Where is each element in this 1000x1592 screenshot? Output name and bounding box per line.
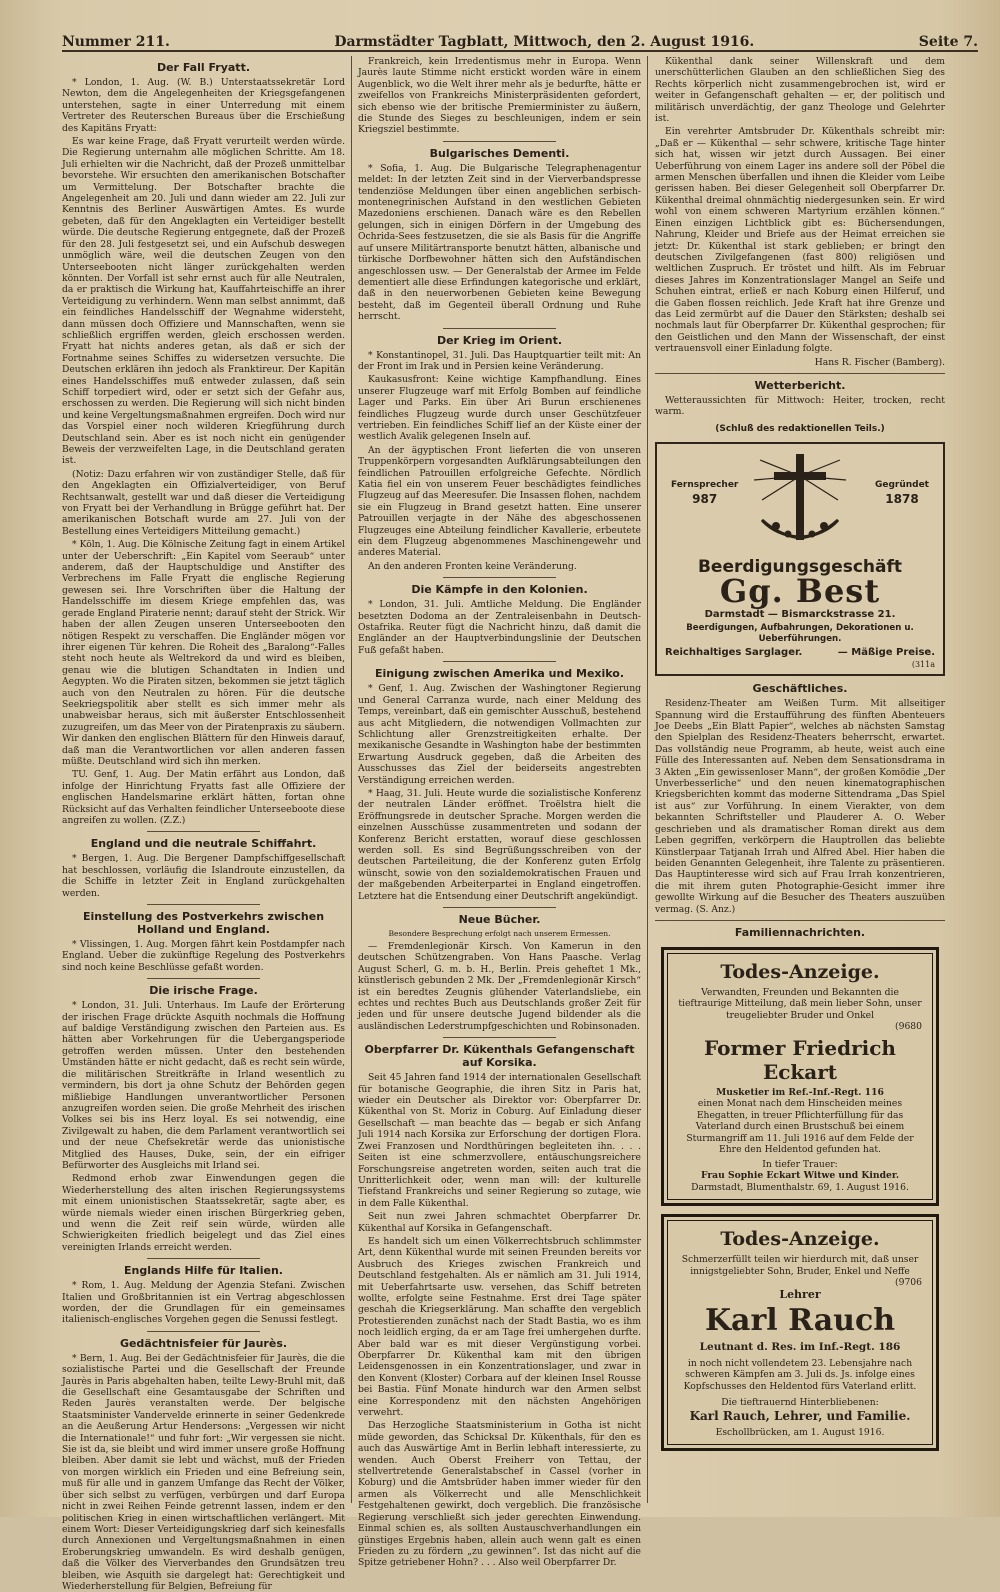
death-notice-code: (9680 bbox=[895, 1021, 922, 1033]
article-paragraph: Es handelt sich um einen Völkerrechtsbruch schlimmster Art, denn Kükenthal wurde mit seinen Freunden bereits vor Ausbruch des Krieges zwischen Frankreich und Deutschland festgehalten. Als er nämlich am 31. Juli 1914, mit Ueberfahrtsarte usw. versehen, das Schiff betreten wollte, erfolgte seine Festnahme. Erst drei Tage später geschah die Kriegserklärung. Man schaffte den vergeblich Protestierenden zunächst nach der Stadt Bastia, wo es ihm noch leidlich erging, da er am Tage frei umhergehen durfte. Aber bald war es mit dieser Vergünstigung vorbei. Oberpfarrer Dr. Kükenthal kam mit den übrigen Leidensgenossen in ein Konzentrationslager, und zwar in den Konvent (Kloster) Corbara auf der kleinen Insel Rousse bei Bastia. Fünf Monate hindurch war den Armen selbst eine Korrespondenz mit den nächsten Angehörigen verwehrt. bbox=[358, 1235, 641, 1419]
divider bbox=[443, 577, 556, 578]
article-heading: Oberpfarrer Dr. Kükenthals Gefangenschaft auf Korsika. bbox=[364, 1043, 635, 1070]
issue-number: Nummer 211. bbox=[62, 34, 170, 50]
article-paragraph: * Bern, 1. Aug. Bei der Gedächtnisfeier für Jaurès, die die sozialistische Partei und die Gesellschaft der Freunde Jaurès in Paris abgehalten haben, teilte Lewy-Bruhl mit, daß die Gesellschaft eine Gesamtausgabe der Schriften und Reden Jaurès veranstalten werde. Der belgische Staatsminister Vandervelde erinnerte in seiner Gedenkrede an die Aeußerung Artur Hendersons: „Vergessen wir nicht die Internationale!“ und fuhr fort: „Wir vergessen sie nicht. Sie ist da, sie bleibt und wird immer unsere große Hoffnung bleiben. Aber damit sie lebt und wächst, muß der Frieden von morgen wirklich ein Frieden und eine Befreiung sein, muß für alle und in ganzem Umfange das Recht der Völker, über sich selbst zu verfügen, verbürgen und darf Europa nicht in zwei Reihen Feinde getrennt lassen, indem er den politischen Krieg in einen wirtschaftlichen verlängert. Mit einem Wort: Dieser Verteidigungskrieg darf sich keinesfalls durch Annexionen und Vergeltungsmaßnahmen in einen Eroberungskrieg umwandeln. Es wird deshalb genügen, daß die Völker des Vierverbandes den Grundsätzen treu bleiben, wie Asquith sie dargelegt hat: Gerechtigkeit und Wiederherstellung für Belgien, Befreiung für bbox=[62, 1352, 345, 1592]
article-heading: Englands Hilfe für Italien. bbox=[124, 1264, 283, 1278]
divider bbox=[443, 1037, 556, 1038]
divider bbox=[443, 661, 556, 662]
article-heading: Neue Bücher. bbox=[458, 913, 541, 926]
mourning-label: In tiefer Trauer: bbox=[762, 1158, 838, 1170]
article-heading: Der Krieg im Orient. bbox=[436, 333, 563, 347]
page-number: Seite 7. bbox=[918, 34, 978, 50]
article-paragraph: * Bergen, 1. Aug. Die Bergener Dampfschiffgesellschaft hat beschlossen, vorläufig die Islandroute einzustellen, da die Schiffe in letzter Zeit in England zurückgehalten werden. bbox=[62, 853, 345, 899]
deceased-rank: Musketier im Ref.-Inf.-Regt. 116 bbox=[716, 1086, 884, 1098]
article-paragraph: Frankreich, kein Irredentismus mehr in Europa. Wenn Jaurès laute Stimme nicht erstickt worden wäre in einem Augenblick, wo die Welt ihrer mehr als je bedurfte, hätte er zweifellos von Frankreichs Ministerpräsidenten gefordert, sich ebenso wie der britische Premierminister zu äußern, die Stunde des Sieges zu beschleunigen, indem er sein Kriegsziel bestimmte. bbox=[358, 56, 641, 136]
divider bbox=[655, 920, 945, 921]
article-paragraph: Kaukasusfront: Keine wichtige Kampfhandlung. Eines unserer Flugzeuge warf mit Erfolg Bomben auf feindliche Lager und Parks. Ein über Ari Burun erschienenes feindliches Flugzeug wurde durch unser Geschützfeuer vertrieben. Ein feindliches Schiff lief an der Küste einer der westlich Avalik gelegenen Inseln auf. bbox=[358, 374, 641, 443]
ad-founded: Gegründet 1878 bbox=[874, 479, 929, 506]
mourners: Frau Sophie Eckart Witwe und Kinder. bbox=[700, 1170, 900, 1182]
death-notice-eckart bbox=[661, 947, 939, 1207]
article-subheading: Besondere Besprechung erfolgt nach unserem Ermessen. bbox=[388, 929, 611, 938]
death-notice-code: (9706 bbox=[895, 1277, 922, 1289]
ad-title: Beerdigungsgeschäft bbox=[697, 556, 903, 577]
divider bbox=[147, 904, 260, 905]
article-heading: Die Kämpfe in den Kolonien. bbox=[411, 583, 588, 597]
death-notice-text: in noch nicht vollendetem 23. Lebensjahre nach schweren Kämpfen am 3. Juli ds. Js. infolge eines Kopfschusses den Heldentod fürs Vaterland erlitt. bbox=[683, 1357, 917, 1392]
article-paragraph: * Haag, 31. Juli. Heute wurde die sozialistische Konferenz der neutralen Länder eröffnet. Troëlstra hielt die Eröffnungsrede in deutscher Sprache. Morgen werden die einzelnen Ausschüsse zusammentreten und sodann der Konferenz Bericht erstatten, worauf diese geschlossen werden soll. Es sind Begrüßungsschreiben von der deutschen Parteileitung, die der Konferenz guten Erfolg wünscht, sowie von den sozialdemokratischen Frauen und der maßgebenden Arbeiterpartei in England eingetroffen. Letztere hat die Entsendung einer Deutschrift angekündigt. bbox=[358, 787, 641, 902]
article-paragraph: * Sofia, 1. Aug. Die Bulgarische Telegraphenagentur meldet: In der letzten Zeit sind in der Vierverbandspresse tendenziöse Meldungen über einen angeblichen serbisch-montenegrinischen Aufstand in den westlichen Gebieten Mazedoniens erschienen. Danach wäre es den Rebellen gelungen, sich in einigen Dörfern in der Umgebung des Ochrida-Sees festzusetzen, die sie als Basis für die Angriffe auf unsere Militärtransporte benutzt hätten, albanische und türkische Dorfbewohner hätten sich den Aufständischen angeschlossen usw. — Der Generalstab der Armee im Felde dementiert alle diese Erfindungen kategorische und erklärt, daß in den neuerworbenen Gebieten keine Bewegung besteht, daß im Gegenteil überall Ordnung und Ruhe herrscht. bbox=[358, 162, 641, 323]
article-paragraph: An der ägyptischen Front lieferten die von unseren Truppenkörpern vorgesandten Aufklärungsabteilungen den feindlichen Patrouillen erfolgreiche Gefechte. Nördlich Katia fiel ein von unserem Feuer beschädigtes feindliches Flugzeug auf das Meeresufer. Die Insassen flohen, nachdem sie ein Flugzeug in Brand gesetzt hatten. Eine unserer Patrouillen verjagte in der Nähe des abgeschossenen Flugzeuges eine Abteilung feindlicher Kavallerie, erbeutete ein dem Flugzeug abgenommenes Maschinengewehr und anderes Material. bbox=[358, 444, 641, 559]
article-paragraph: Seit nun zwei Jahren schmachtet Oberpfarrer Dr. Kükenthal auf Korsika in Gefangenschaft. bbox=[358, 1211, 641, 1234]
ad-address: Darmstadt — Bismarckstrasse 21. bbox=[704, 609, 896, 621]
cross-wreath-icon bbox=[740, 450, 860, 550]
divider bbox=[147, 831, 260, 832]
divider bbox=[147, 1258, 260, 1259]
deceased-name: Karl Rauch bbox=[704, 1303, 896, 1339]
column-rule bbox=[351, 56, 352, 1503]
mourning-label: Die tieftrauernd Hinterbliebenen: bbox=[721, 1397, 879, 1409]
divider bbox=[147, 1331, 260, 1332]
ad-funeral-home bbox=[655, 442, 945, 676]
divider bbox=[147, 978, 260, 979]
mourners: Karl Rauch, Lehrer, und Familie. bbox=[689, 1408, 911, 1423]
article-heading: Geschäftliches. bbox=[752, 682, 848, 696]
deceased-rank: Leutnant d. Res. im Inf.-Regt. 186 bbox=[699, 1341, 901, 1354]
article-paragraph: * Vlissingen, 1. Aug. Morgen fährt kein Postdampfer nach England. Ueber die zukünftige Regelung des Postverkehrs sind noch keine Beschlüsse gefaßt worden. bbox=[62, 939, 345, 973]
article-paragraph: * London, 31. Juli. Unterhaus. Im Laufe der Erörterung der irischen Frage drückte Asquith nochmals die Hoffnung auf baldige Verständigung zwischen den Parteien aus. Es hätten aber Vorkehrungen für die Uebergangsperiode getroffen werden müssen. Unter den bestehenden Umständen hätte er nicht gedacht, daß es recht sein würde, die militärischen Streitkräfte in Irland wesentlich zu vermindern, bis dort ja ohne Schutz der Behörden gegen mißliebige Handlungen unverantwortlicher Personen anzugreifen worden seien. Die große Mehrheit des irischen Volkes sei bis ins Herz loyal. Es sei notwendig, eine Zivilgewalt zu haben, die dem Parlament verantwortlich sei und der neue Chefsekretär werde das unionistische Mitglied des Hauses, Duke, sein, der ein eifriger Befürworter des Ausgleichs mit Irland sei. bbox=[62, 1000, 345, 1171]
page-header bbox=[62, 28, 978, 52]
column-rule bbox=[647, 56, 648, 1503]
death-notice-title: Todes-Anzeige. bbox=[720, 960, 880, 983]
divider bbox=[443, 907, 556, 908]
business-section bbox=[655, 682, 945, 915]
article-paragraph: * Konstantinopel, 31. Juli. Das Hauptquartier teilt mit: An der Front im Irak und in Persien keine Veränderung. bbox=[358, 349, 641, 372]
divider bbox=[443, 328, 556, 329]
death-notice-text: Verwandten, Freunden und Bekannten die tieftraurige Mitteilung, daß mein lieber Sohn, unser treugeliebter Bruder und Onkel bbox=[678, 986, 922, 1021]
article-heading: Einigung zwischen Amerika und Mexiko. bbox=[374, 667, 625, 681]
article-paragraph: Residenz-Theater am Weißen Turm. Mit allseitiger Spannung wird die Erstaufführung des fünften Abenteuers Joe Deebs „Ein Blatt Papier“, welches ab nächsten Samstag den Spielplan des Residenz-Theaters beherrscht, erwartet. Das vollständig neue Programm, ab heute, weist auch eine Fülle des Interessanten auf. Neben dem Sensationsdrama in 3 Akten „Ein gewissenloser Mann“, der großen Komödie „Der Unverbesserliche“ und den neuen kinematographischen Kriegsberichten kommt das moderne Sittendrama „Das Spiel ist aus“ zur Vorführung. In einem Vierakter, von dem bekannten Schriftsteller und Plauderer A. O. Weber geschrieben und als dramatischer Roman direkt aus dem Leben gegriffen, verkörpern die Hauptrollen das beliebte Künstlerpaar Tatjanah Irrah und Alfred Abel. Hier haben die beiden Genannten Gelegenheit, ihre Talente zu präsentieren. Das Hauptinteresse wird sich auf Frau Irrah konzentrieren, die mit ihrem guten Photographie-Gesicht immer ihre gewollte Wirkung auf die Besucher des Theaters auszuüben vermag. (S. Anz.) bbox=[655, 698, 945, 915]
death-notice-text: Schmerzerfüllt teilen wir hierdurch mit, daß unser innigstgeliebter Sohn, Bruder, Enkel und Neffe bbox=[681, 1254, 919, 1277]
article-paragraph: * Genf, 1. Aug. Zwischen der Washingtoner Regierung und General Carranza wurde, nach einer Meldung des Temps, vereinbart, daß ein gemischter Ausschuß, bestehend aus acht Mitgliedern, die notwendigen Vollmachten zur Schlichtung aller Grenzstreitigkeiten erhalte. Der mexikanische Gesandte in Washington habe der bestimmten Erwartung Ausdruck gegeben, daß die Arbeiten des Ausschusses das Ziel der beiderseits angestrebten Verständigung erreichen werden. bbox=[358, 683, 641, 786]
article-paragraph: Das Herzogliche Staatsministerium in Gotha ist nicht müde geworden, das Schicksal Dr. Kükenthals, für den es auch das Auswärtige Amt in Berlin lebhaft interessierte, zu wenden. Auch Oberst Freiherr von Tettau, der stellvertretende Generalstabschef in Cassel (vorher in Koburg) und die Amtsbrüder haben immer wieder für den armen als Völkerrecht und alle Menschlichkeit Festgehaltenen gewirkt, doch vergeblich. Die französische Regierung verschließt sich jeder gerechten Einwendung. Einmal schien es, als sollten Austauschverhandlungen ein günstiges Ergebnis haben, allein auch wenn galt es einen Frieden zu zu fördern „zu gewinnen“. Ist das nicht auf die Spitze getriebener Hohn? . . . Also weil Oberpfarrer Dr. bbox=[358, 1420, 641, 1569]
deceased-name: Former Friedrich Eckart bbox=[704, 1035, 896, 1084]
divider bbox=[655, 373, 945, 374]
article-heading: Bulgarisches Dementi. bbox=[429, 146, 570, 160]
article-paragraph: * Köln, 1. Aug. Die Kölnische Zeitung fagt in einem Artikel unter der Ueberschrift: „Ein Kapitel vom Seeraub“ unter anderem, daß der Hauptschuldige und Anstifter des Verbrechens im Falle Fryatt die englische Regierung gewesen sei. Ihre Vorschriften über die Haltung der Handelsschiffe im diesem Kriege empfehlen das, was gerade England Piraterie nennt; darauf steht der Strick. Wir haben der allen Zeugen unseren Unterseebooten den nötigen Respekt zu verschaffen. Die Engländer mögen vor ihrer eigenen Tür kehren. Die Roheit des „Baralong“-Falles steht noch heute als Weltrekord da und wird es bleiben, genau wie die blutigen Schandtaten in Indien und Aegypten. Wo die Piraten sitzen, bekommen sie jetzt täglich auch von den Neutralen zu hören. Für die deutsche Seekriegspolitik aber stellt es sich immer mehr als unabweisbar heraus, sich mit äußerster Entschlossenheit zuzugreifen, um das Meer von der Piratenpraxis zu säubern. Wir danken den englischen Blättern für den Hinweis darauf, daß man die Verantwortlichen vor allen anderen fassen müßte. Deutschland wird sich ihn merken. bbox=[62, 539, 345, 767]
ad-foot-left: Reichhaltiges Sarglager. bbox=[665, 647, 803, 659]
divider bbox=[443, 141, 556, 142]
ad-company-name: Gg. Best bbox=[719, 572, 881, 611]
column-3 bbox=[655, 56, 945, 1503]
death-notice-title: Todes-Anzeige. bbox=[720, 1228, 880, 1251]
article-paragraph: Kükenthal dank seiner Willenskraft und dem unerschütterlichen Glauben an den schließlichen Sieg des Rechts körperlich nicht zusammengebrochen ist, wird er weiter in Gefangenschaft gehalten — er, der politisch und militärisch unverdächtig, der ganz Theologe und Gelehrter ist. bbox=[655, 56, 945, 125]
article-paragraph: An den anderen Fronten keine Veränderung. bbox=[368, 560, 577, 572]
article-continuation bbox=[655, 56, 945, 355]
article-signature: Hans R. Fischer (Bamberg). bbox=[814, 356, 945, 368]
article-paragraph: Es war keine Frage, daß Fryatt verurteilt werden würde. Die Regierung unternahm alle möglichen Schritte. Am 18. Juli erhielten wir die Nachricht, daß der Prozeß unmittelbar bevorstehe. Wir ersuchten den amerikanischen Botschafter um Vermittelung. Der Botschafter brachte die Angelegenheit am 20. Juli und dann wieder am 22. Juli zur Kenntnis des Berliner Auswärtigen Amtes. Es wurde gebeten, daß für den Angeklagten ein Verteidiger bestellt würde. Die deutsche Regierung entgegnete, daß der Prozeß für den 28. Juli festgesetzt sei, und ein Aufschub deswegen unmöglich wäre, weil die deutschen Zeugen von den Unterseebooten nicht länger zurückgehalten werden könnten. Der Vorfall ist sehr ernst auch für alle Neutralen, da er praktisch die Wirkung hat, Kauffahrteischiffe an ihrer Verteidigung zu verhindern. Wenn man selbst annimmt, daß ein feindliches Handelsschiff der Wegnahme widersteht, dann müssen doch Offiziere und Mannschaften, wenn sie schließlich ergriffen werden, gleich erschossen werden. Fryatt hat nichts anderes getan, als daß er sich der Fortnahme seines Schiffes zu widersetzen versuchte. Die Deutschen erklären ihn jedoch als Franktireur. Der Kapitän eines Handelsschiffes muß entweder zulassen, daß sein Schiff torpediert wird, oder er setzt sich der Gefahr aus, erschossen zu werden. Die Regierung will sich nicht binden und keine Vergeltungsmaßnahmen ergreifen. Doch wird nur das Vorspiel einer noch wilderen Kriegführung durch Deutschland sein. Aber es ist noch nicht ein genügender Beweis der verzweifelten Lage, in die Deutschland geraten ist. bbox=[62, 136, 345, 467]
article-paragraph: Seit 45 Jahren fand 1914 der internationalen Gesellschaft für botanische Geographie, die ihren Sitz in Paris hat, wieder ein Deutscher als Direktor vor: Oberpfarrer Dr. Kükenthal von St. Moriz in Coburg. Auf Einladung dieser Gesellschaft — man beachte das — begab er sich Anfang Juli 1914 nach Korsika zur Erforschung der dortigen Flora. Zwei Franzosen und Nordthüringen begleiteten ihn. . . . Seiten ist eine schmerzvollere, entäuschungsreichere Forschungsreise angetreten worden, seiten auch trat die Unritterlichkeit oder, wenn man will: der kulturelle Tiefstand Frankreichs und seiner Regierung so zutage, wie in dem Falle Kükenthal. bbox=[358, 1072, 641, 1209]
article-heading: Einstellung des Postverkehrs zwischen Holland und England. bbox=[82, 910, 325, 937]
weather-heading: Wetterbericht. bbox=[754, 378, 846, 392]
death-notice-text: einen Monat nach dem Hinscheiden meines Ehegatten, in treuer Pflichterfüllung für das Vaterland durch einen Brustschuß bei einem Sturmangriff am 11. Juli 1916 auf dem Felde der Ehre den Heldentod gefunden hat. bbox=[686, 1098, 914, 1156]
ad-phone: Fernsprecher 987 bbox=[671, 479, 739, 506]
ad-foot-right: — Mäßige Preise. bbox=[837, 647, 935, 659]
article-paragraph: * Rom, 1. Aug. Meldung der Agenzia Stefani. Zwischen Italien und Großbritannien ist ein Vertrag abgeschlossen worden, der die Grundlagen für ein gemeinsames italienisch-englisches Vorgehen gegen die Senussi festlegt. bbox=[62, 1280, 345, 1326]
ad-code: (311a bbox=[911, 659, 935, 669]
death-notice-rauch bbox=[661, 1214, 939, 1451]
article-paragraph: TU. Genf, 1. Aug. Der Matin erfährt aus London, daß infolge der Hinrichtung Fryatts fast alle Offiziere der englischen Handelsmarine erklärt hätten, fortan ohne Rücksicht auf das Verhalten feindlicher Unterseeboote diese angreifen zu wollen. (Z.Z.) bbox=[62, 769, 345, 826]
masthead-date: Darmstädter Tagblatt, Mittwoch, den 2. August 1916. bbox=[334, 34, 755, 50]
family-heading: Familiennachrichten. bbox=[734, 925, 866, 939]
article-heading: Die irische Frage. bbox=[149, 984, 258, 998]
article-paragraph: * London, 31. Juli. Amtliche Meldung. Die Engländer besetzten Dodoma an der Zentraleisenbahn in Deutsch-Ostafrika. Reuter fügt die Nachricht hinzu, daß damit die Engländer an der Hauptverbindungslinie der Deutschen Fuß gefaßt haben. bbox=[358, 599, 641, 656]
column-1 bbox=[62, 56, 345, 1592]
article-heading: Der Fall Fryatt. bbox=[156, 61, 251, 74]
article-paragraph: Redmond erhob zwar Einwendungen gegen die Wiederherstellung des alten irischen Regierungssystems mit einem unionistischen Staatssekretär, sagte aber, es würde niemals wieder einen irischen Bürgerkrieg geben, und wenn die Zeit reif sein würde, würden alle Schwierigkeiten friedlich beigelegt und das Ziel eines vereinigten Irlands erreicht werden. bbox=[62, 1173, 345, 1253]
article-heading: England und die neutrale Schiffahrt. bbox=[90, 837, 317, 851]
ad-services: Beerdigungen, Aufbahrungen, Dekorationen u. Ueberführungen. bbox=[686, 622, 914, 644]
article-paragraph: (Notiz: Dazu erfahren wir von zuständiger Stelle, daß für den Angeklagten ein Offizialverteidiger, von Beruf Rechtsanwalt, gestellt war und daß dieser die Verteidigung von Fryatt bei der Verhandlung in Brügge geführt hat. Der amerikanischen Botschaft wurde am 27. Juli von der Bestellung eines Verteidigers Mitteilung gemacht.) bbox=[62, 468, 345, 537]
article-paragraph: — Fremdenlegionär Kirsch. Von Kamerun in den deutschen Schützengraben. Von Hans Paasche. Verlag August Scherl, G. m. b. H., Berlin. Preis geheftet 1 Mk., künstlerisch gebunden 2 Mk. Der „Fremdenlegionär Kirsch“ ist ein beredtes Zeugnis glühender Vaterlandsliebe, ein echtes und rechtes Buch aus Deutschlands großer Zeit für jeden und für unsere deutsche Jugend bildender als die ausländischen Lederstrumpfgeschichten und Robinsonaden. bbox=[358, 941, 641, 1032]
article-heading: Gedächtnisfeier für Jaurès. bbox=[119, 1336, 288, 1350]
deceased-title: Lehrer bbox=[779, 1287, 821, 1301]
column-2 bbox=[358, 56, 641, 1569]
editorial-end-note: (Schluß des redaktionellen Teils.) bbox=[715, 423, 885, 434]
article-paragraph: * London, 1. Aug. (W. B.) Unterstaatssekretär Lord Newton, dem die Angelegenheiten der Kriegsgefangenen unterstehen, sagte in einer Unterredung mit einem Vertreter des Reuterschen Bureaus über die Erschießung des Kapitäns Fryatt: bbox=[62, 77, 345, 134]
article-paragraph: Ein verehrter Amtsbruder Dr. Kükenthals schreibt mir: „Daß er — Kükenthal — sehr schwere, kritische Tage hinter sich hat, wissen wir jetzt durch Aussagen. Bei einer Ueberführung von einem Lager ins andere soll der Pöbel die armen Menschen überfallen und ihnen die Kleider vom Leibe gerissen haben. Bei dieser Gelegenheit soll Oberpfarrer Dr. Kükenthal dreimal ohnmächtig niedergesunken sein. Er wird wohl von einem schweren Martyrium erzählen können.“ Einen einzigen Lichtblick gibt es: Büchersendungen, Nahrung, Kleider und Briefe aus der Heimat erreichen sie jetzt: Dr. Kükenthal ist stark geblieben; er bringt den deutschen Zivilgefangenen (fast 800) religiösen und weltlichen Zuspruch. Er tröstet und hilft. Als im Februar dieses Jahres im Konzentrationslager Mangel an Seife und Schuhen eintrat, erließ er nach Koburg einen Hilferuf, und die Gaben flossen reichlich. Jede Kraft hat ihre Grenze und das Leid zermürbt auf die Dauer den Stärksten; deshalb sei nochmals laut für Oberpfarrer Dr. Kükenthal gesprochen; für den Geistlichen und den Mann der Wissenschaft, der einst vertrauensvoll einer Einladung folgte. bbox=[655, 126, 945, 355]
death-notice-place: Eschollbrücken, am 1. August 1916. bbox=[715, 1426, 885, 1438]
weather-text: Wetteraussichten für Mittwoch: Heiter, trocken, recht warm. bbox=[655, 394, 945, 418]
death-notice-place: Darmstadt, Blumenthalstr. 69, 1. August 1916. bbox=[691, 1181, 909, 1193]
